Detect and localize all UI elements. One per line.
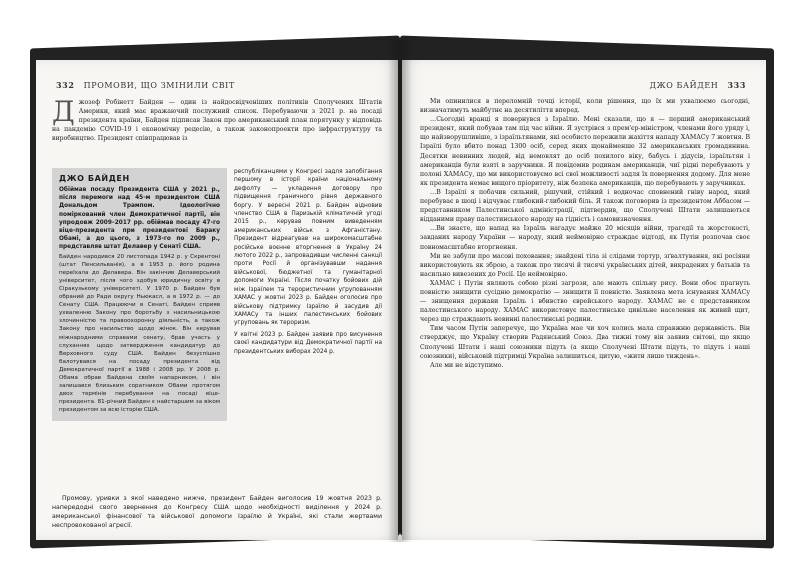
left-running-title: ПРОМОВИ, ЩО ЗМІНИЛИ СВІТ xyxy=(83,81,235,90)
col2-paragraph: У квітні 2023 р. Байден заявив про висунення своєї кандидатури від Демократичної партії на президентських виборах 2024 р. xyxy=(234,331,382,355)
speech-intro-paragraph: Промову, уривки з якої наведено нижче, президент Байден виголосив 19 жовтня 2023 р. напередодні свого звернення до Конгресу США щодо необхідності виділення у 2024 р. американської фінансової та військової допомоги Ізраїлю й Україні, які стали жертвами неспровокованої агресії. xyxy=(52,495,382,529)
intro-paragraph xyxy=(52,95,382,143)
col2-paragraph: республіканцями у Конгресі задля запобігання першому в історії країни національному дефолту — укладення договору про підвищення граничного рівня державного боргу. У вересні 2021 р. Байден відновив членство США в Паризькій кліматичній угоді 2015 р., керував повним виведенням американських військ з Афганістану. Президент відреагував на широкомасштабне російське воєнне вторгнення в Україну 24 лютого 2022 р., запровадивши численні санкції проти Росії й організувавши надання військової, бюджетної та гуманітарної допомоги Україні. Після початку бойових дій між Ізраїлем та терористичним угрупованням ХАМАС у жовтні 2023 р. Байден оголосив про військову підтримку Ізраїлю й засудив дії ХАМАСу та інших палестинських бойових угруповань як тероризм. xyxy=(234,169,382,327)
right-running-head xyxy=(650,80,752,90)
speech-paragraph: …Ви знаєте, що напад на Ізраїль нагадує майже 20 місяців війни, трагедії та жорстокості, завданих народу України — народу, який неймовірно страждає відтоді, як Путін розпочав своє повномасштабне вторгнення. xyxy=(420,225,750,251)
speech-paragraph: Тим часом Путін заперечує, що Україна мае чи хоч колись мала справжню державність. Він стверджує, що Україну створив Радянський Союз. Два тижні тому він заявив світові, що якщо Сполучені Штати і наші союзники підуть (а якщо Сполучені Штати підуть, то підуть і наші союзники), військовій підтримці Україна залишиться, цитую, «жити лише тиждень». xyxy=(420,325,750,360)
right-running-title: ДЖО БАЙДЕН xyxy=(649,81,719,90)
sidebar-body: Байден народився 20 листопада 1942 р. у Скрентоні (штат Пенсильванія), а в 1953 р. його родина переїхала до Делавера. Він закінчив Делаверський університет, після чого здобув юридичну освіту в Сіракузькому університеті. У 1970 р. Байден був обраний до Ради округу Ньюкасл, а в 1972 р. — до Сенату США. Працюючи в Сенаті, Байден сприяв ухваленню Закону про боротьбу з насильницькою злочинністю та правоохоронну діяльність, а також Закону про насильство щодо жінок. Він керував міжнародними справами сенату, брав участь у слуханнях щодо затвердження кандидатур до Верховного суду США. Байден безуспішно балотувався на посаду президента від Демократичної партії в 1988 і 2008 рр. У 2008 р. Обама обрав Байдена своїм напарником, і він залишався близьким соратником Обами протягом двох термінів перебування на посаді віце-президента. 81-річний Байден є найстаршим за віком президентом за всю історію США. xyxy=(59,253,220,414)
speech-paragraph: Ми не забули про масові поховання; знайдені тіла зі слідами тортур, зґвалтування, які росіяни використовують як зброю, а також про тисячі й тисячі українських дітей, викрадених у батьків та насильно вивезених до Росії. Це неймовірно. xyxy=(420,252,750,278)
bio-sidebar xyxy=(52,168,227,421)
sidebar-title: ДЖО БАЙДЕН xyxy=(59,174,130,183)
left-page-number: 332 xyxy=(56,80,75,90)
right-page-number: 333 xyxy=(727,80,746,90)
speech-text xyxy=(420,97,750,370)
right-page xyxy=(402,60,766,540)
drop-cap: Д xyxy=(52,95,75,128)
sidebar-lead: Обіймав посаду Президента США у 2021 р., після перемоги над 45-м президентом США Дональдом Трампом. Ідеологічно поміркований член Демократичної партії, він упродовж 2009–2017 рр. обіймав посаду 47-го віце-президента при президентові Бараку Обамі, а до цього, з 1973-го по 2009 р., представляв штат Делавер у Сенаті США. xyxy=(59,187,220,251)
left-running-head xyxy=(50,80,235,90)
left-column-text xyxy=(234,168,382,359)
speech-paragraph: Але ми не відступимо. xyxy=(430,361,504,369)
speech-paragraph: …В Ізраїлі я побачив сильний, рішучий, стійкий і водночас сповнений гніву народ, який перебуває в шоці і відчуває глибокий-глибокий біль. Я також поговорив із президентом Аббасом — представником Палестинської адміністрації, підтвердив, що Сполучені Штати залишаються відданими праву палестинського народу на гідність і самовизначення. xyxy=(420,188,750,224)
speech-paragraph: …Сьогодні вранці я повернувся з Ізраїлю. Мені сказали, що я — перший американський президент, який побував там під час війни. Я зустрівся з прем'єр-міністром, членами його уряду і, що найзворушливіше, з ізраїльтянами, які особисто пережили жахіття нападу ХАМАСу 7 жовтня. В Ізраїлі було вбито понад 1300 осіб, серед яких щонайменше 32 американських громадянина. Десятки невинних людей, від немовлят до осіб похилого віку, бабусь і дідусів, ізраїльтян і американців були взяті в заручники. Я повідомив родинам американців, чиї рідні перебувають у полоні ХАМАСу, що ми використовуємо всі свої можливості задля їх повернення додому. Для мене як президента немає вищого пріоритету, ніж безпека американців, що перебувають у заручниках. xyxy=(420,116,750,187)
intro-text: жозеф Робінетт Байден — один із найдосвідченіших політиків Сполучених Штатів Америки, який має вражаючий послужний список. Перебуваючи з 2021 р. на посаді президента країни, Байден підписав Закон про американський план порятунку у відповідь на пандемію COVID-19 і економічну рецесію, а також законопроекти про інфраструктуру та виробництво. Президент співпрацював із xyxy=(52,99,382,143)
speech-paragraph: Ми опинилися в переломній точці історії, коли рішення, що їх ми ухвалюємо сьогодні, визначатимуть майбутнє на десятиліття вперед. xyxy=(420,98,750,115)
speech-paragraph: ХАМАС і Путін являють собою різні загрози, але мають спільну рису. Вони обоє прагнуть повністю знищити сусідню демократію — знищити її повністю. Заявлена мета існування ХАМАСу — знищення держави Ізраїль і вбивство єврейського народу. ХАМАС не є представником палестинського народу. ХАМАС використовує палестинське цивільне населення як живий щит, через що страждають невинні палестинські родини. xyxy=(420,279,750,324)
left-page xyxy=(36,60,398,540)
book-spine xyxy=(388,40,412,542)
